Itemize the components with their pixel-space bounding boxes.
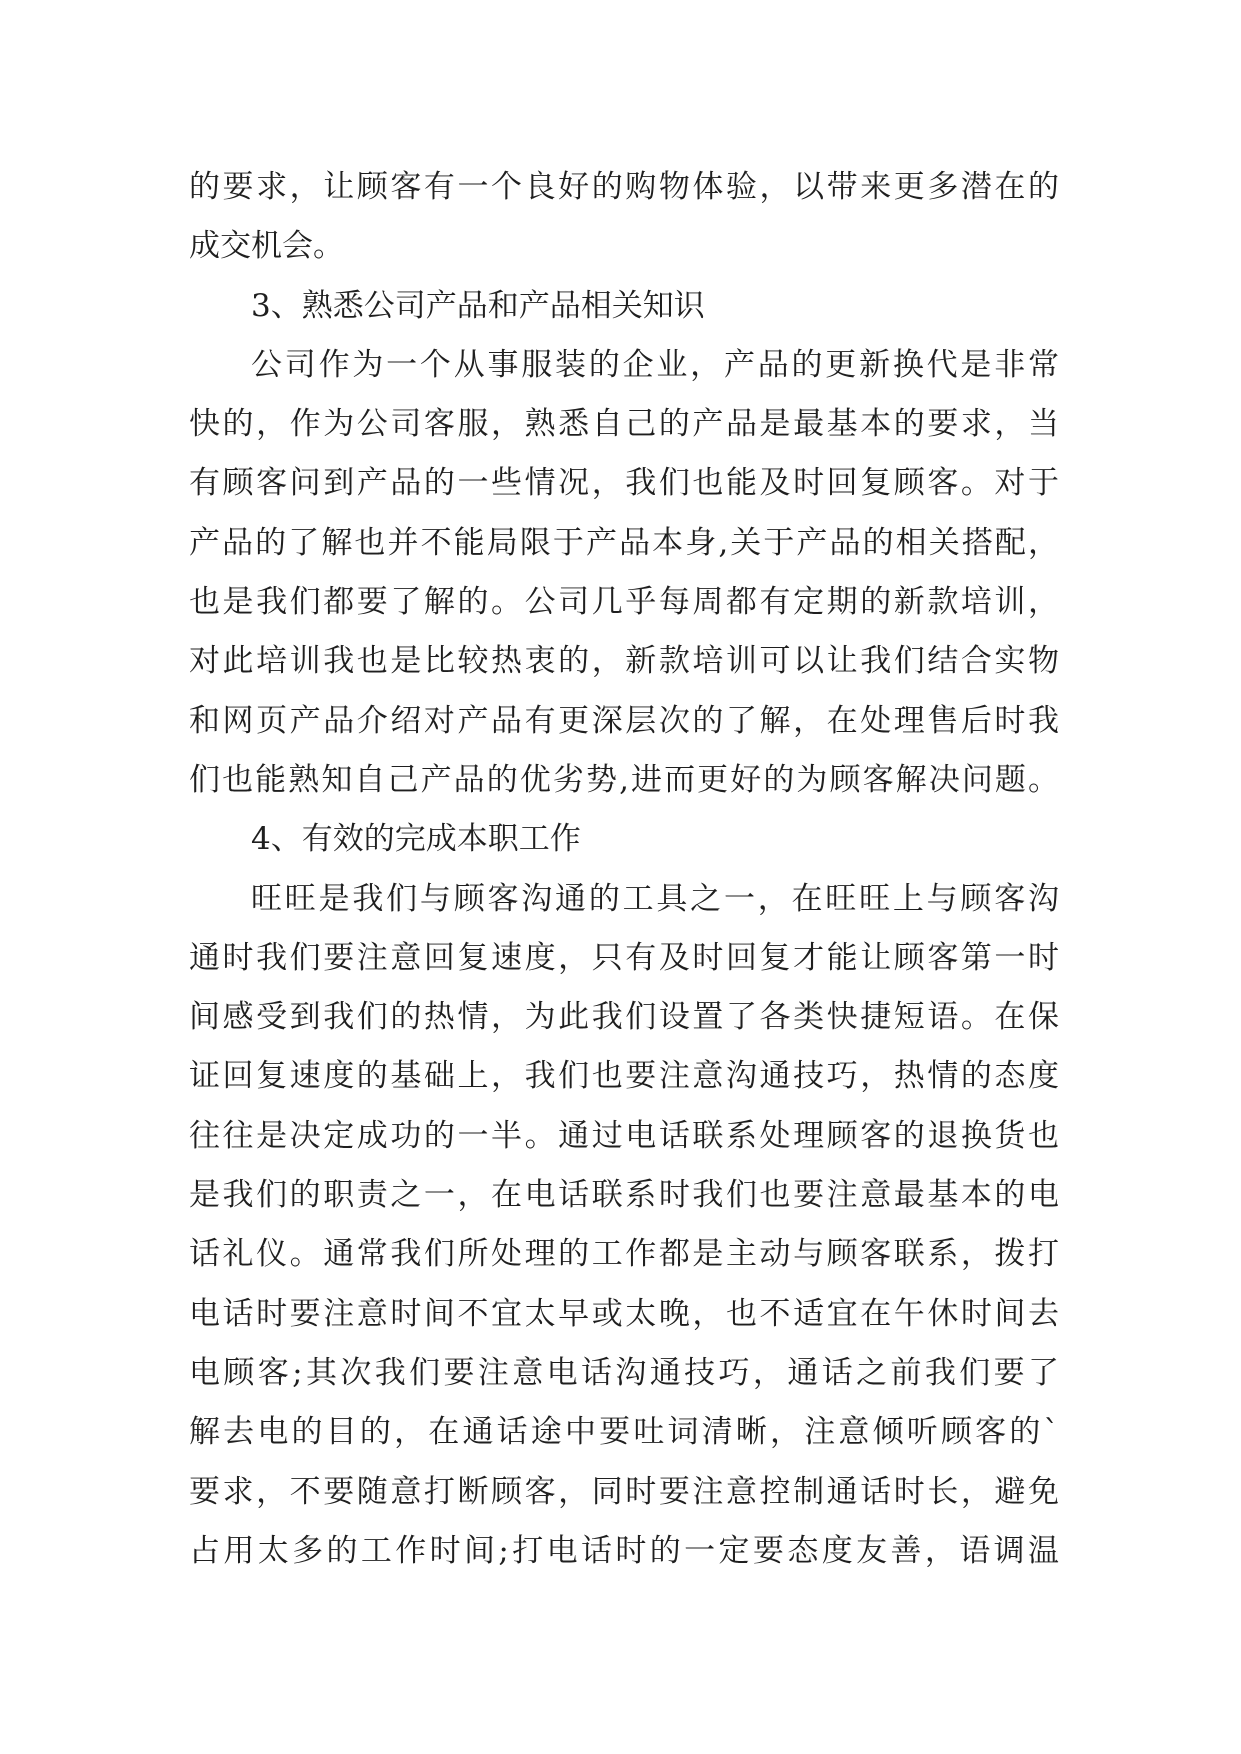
text-line: 是我们的职责之一，在电话联系时我们也要注意最基本的电 bbox=[189, 1177, 1059, 1214]
text-line: 通时我们要注意回复速度，只有及时回复才能让顾客第一时 bbox=[189, 939, 1059, 976]
text-line: 旺旺是我们与顾客沟通的工具之一，在旺旺上与顾客沟 bbox=[251, 880, 1059, 917]
text-line: 证回复速度的基础上，我们也要注意沟通技巧，热情的态度 bbox=[189, 1058, 1059, 1095]
text-line: 们也能熟知自己产品的优劣势,进而更好的为顾客解决问题。 bbox=[189, 761, 1059, 798]
text-line: 有顾客问到产品的一些情况，我们也能及时回复顾客。对于 bbox=[189, 465, 1059, 502]
text-line: 产品的了解也并不能局限于产品本身,关于产品的相关搭配， bbox=[189, 524, 1059, 561]
text-line: 间感受到我们的热情，为此我们设置了各类快捷短语。在保 bbox=[189, 999, 1059, 1036]
text-line: 公司作为一个从事服装的企业，产品的更新换代是非常 bbox=[251, 346, 1059, 383]
text-line: 解去电的目的，在通话途中要吐词清晰，注意倾听顾客的` bbox=[189, 1414, 1059, 1451]
text-line: 4、有效的完成本职工作 bbox=[251, 821, 581, 858]
text-line: 对此培训我也是比较热衷的，新款培训可以让我们结合实物 bbox=[189, 643, 1059, 680]
text-line: 和网页产品介绍对产品有更深层次的了解，在处理售后时我 bbox=[189, 702, 1059, 739]
text-line: 电话时要注意时间不宜太早或太晚，也不适宜在午休时间去 bbox=[189, 1295, 1059, 1332]
text-line: 占用太多的工作时间;打电话时的一定要态度友善，语调温 bbox=[189, 1532, 1059, 1569]
text-line: 快的，作为公司客服，熟悉自己的产品是最基本的要求，当 bbox=[189, 406, 1059, 443]
text-line: 往往是决定成功的一半。通过电话联系处理顾客的退换货也 bbox=[189, 1117, 1059, 1154]
text-line: 3、熟悉公司产品和产品相关知识 bbox=[251, 287, 705, 324]
text-line: 成交机会。 bbox=[189, 228, 344, 265]
text-line: 要求，不要随意打断顾客，同时要注意控制通话时长，避免 bbox=[189, 1473, 1059, 1510]
text-line: 也是我们都要了解的。公司几乎每周都有定期的新款培训， bbox=[189, 584, 1059, 621]
text-line: 电顾客;其次我们要注意电话沟通技巧，通话之前我们要了 bbox=[189, 1354, 1059, 1391]
text-line: 话礼仪。通常我们所处理的工作都是主动与顾客联系，拨打 bbox=[189, 1236, 1059, 1273]
document-body bbox=[189, 158, 1059, 1581]
text-line: 的要求，让顾客有一个良好的购物体验，以带来更多潜在的 bbox=[189, 169, 1059, 205]
